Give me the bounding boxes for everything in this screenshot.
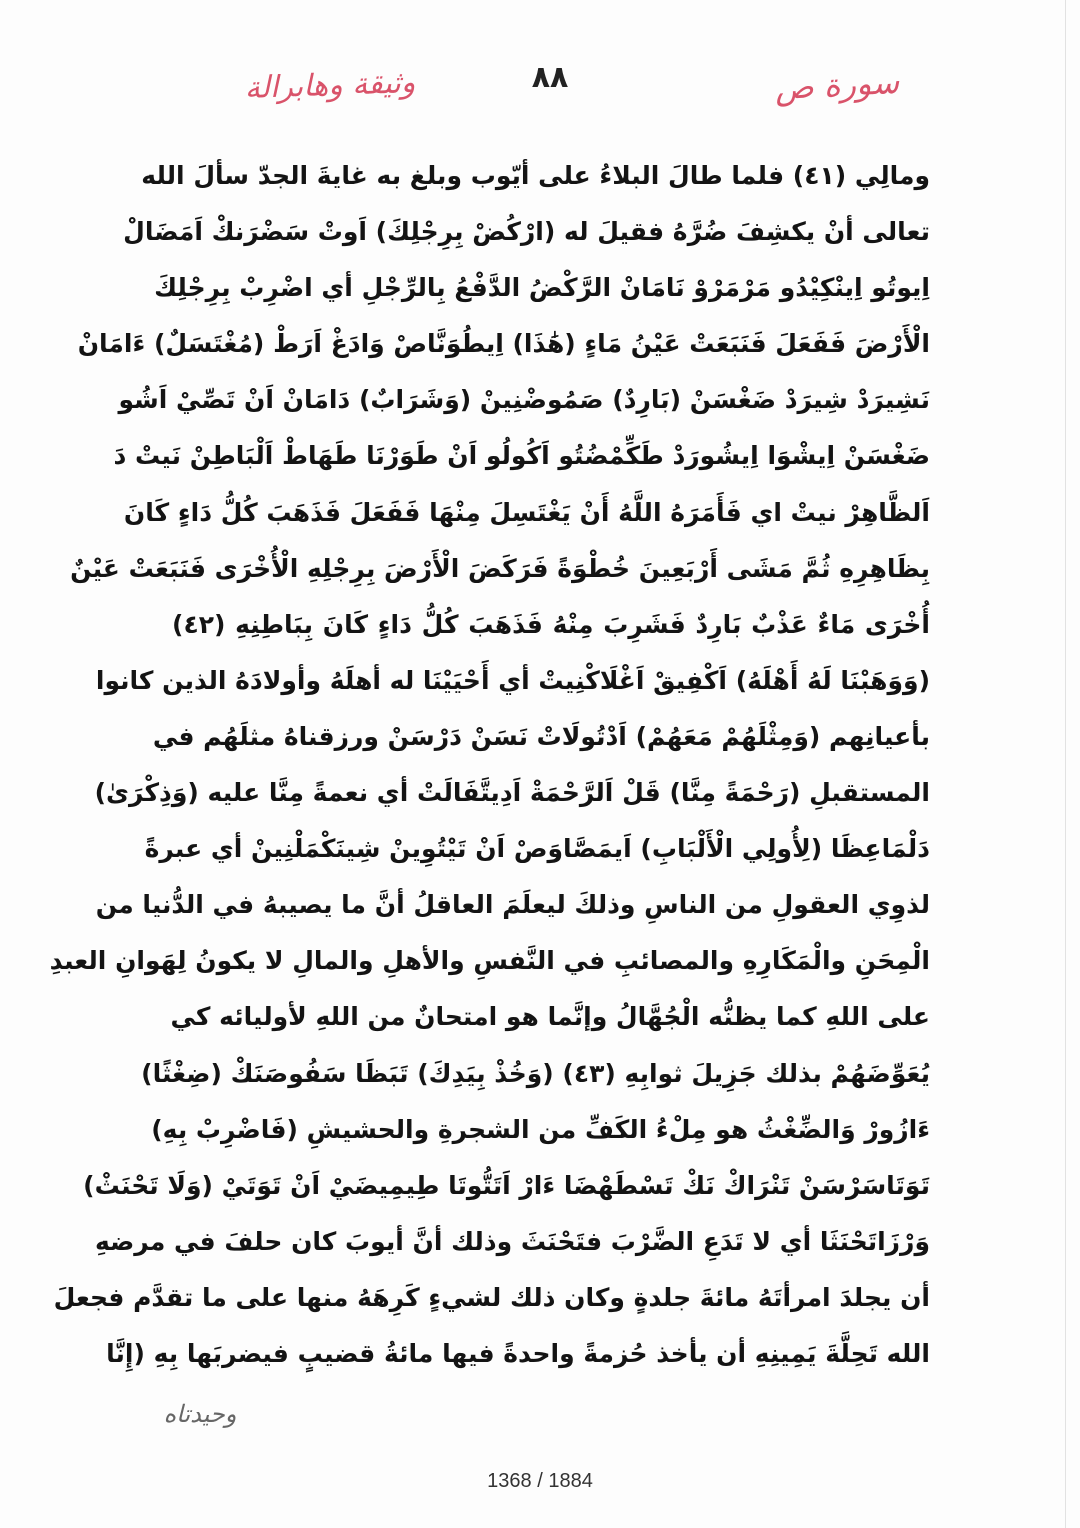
text-line: المستقبلِ (رَحْمَةً مِنَّا) قَلْ اَلرَّحْمَةْ اَدِيتَّفَالَتْ أي نعمةً مِنَّا عليه (وَذِكْرَىٰ) <box>94 778 930 808</box>
text-line: ومالِي (٤١) فلما طالَ البلاءُ على أيّوب وبلغ به غايةَ الجدّ سألَ الله <box>141 161 930 190</box>
text-line: أُخْرَى مَاءٌ عَذْبٌ بَارِدٌ فَشَرِبَ مِنْهُ فَذَهَبَ كُلُّ دَاءٍ كَانَ بِبَاطِنِهِ (٤٢) <box>172 609 930 639</box>
page-edge-line <box>1065 0 1066 1528</box>
text-line: (وَوَهَبْنَا لَهُ أَهْلَهُ) اَكْفِيقْ اَغْلَاكْنِيتْ أي أَحْيَيْنَا له أهلَهُ وأولادَهُ الذين كانوا <box>95 665 930 695</box>
text-line: اَلظَّاهِرْ نيتْ اي فَأَمَرَهُ اللَّهُ أَنْ يَغْتَسِلَ مِنْهَا فَفَعَلَ فَذَهَبَ كُلُّ دَاءٍ كَانَ <box>123 497 930 527</box>
text-line: على اللهِ كما يظنُّه الْجُهَّالُ وإنَّما هو امتحانٌ من اللهِ لأوليائه كي <box>170 1002 930 1032</box>
page-counter: 1368 / 1884 <box>487 1470 593 1492</box>
handwritten-annotation-left: وثيقة وهابرالة <box>244 65 416 106</box>
text-line: يُعَوِّضَهُمْ بذلك جَزِيلَ ثوابِهِ (٤٣) (وَخُذْ بِيَدِكَ) تَبَظَا سَفُوصَنَكْ (ضِغْثًا) <box>141 1058 930 1088</box>
text-line: بأعيانِهم (وَمِثْلَهُمْ مَعَهُمْ) اَدْتُولَاتْ نَسَنْ دَرْسَنْ ورزقناهُ مثلَهُم في <box>152 721 930 751</box>
text-line: أن يجلدَ امرأتَهُ مائةَ جلدةٍ وكان ذلك لشيءٍ كَرِهَهُ منها على ما تقدَّم فجعلَ <box>53 1282 930 1312</box>
text-line: الله تَحِلَّةَ يَمِينِهِ أن يأخذ حُزمةً واحدةً فيها مائةُ قضيبٍ فيضربَها بِهِ (إِنَّا <box>106 1338 930 1368</box>
text-line: الْمِحَنِ والْمَكَارِهِ والمصائبِ في النَّفسِ والأهلِ والمالِ لا يكونُ لِهَوانِ العبدِ <box>49 946 930 976</box>
handwritten-annotation-right: سورة ص <box>773 62 901 108</box>
body-text <box>49 148 930 1382</box>
text-line: دَلْمَاعِظَا (لِأُولِي الْأَلْبَابِ) اَيمَصَّاوَصْ اَنْ تَيْتُوِينْ شِينَكْمَلْنِينْ أي عبرةً <box>144 834 930 864</box>
text-line: بِظَاهِرِهِ ثُمَّ مَشَى أَرْبَعِينَ خُطْوَةً فَرَكَضَ الْأَرْضَ بِرِجْلِهِ الْأُخْرَى فَنَبَعَتْ عَيْنٌ <box>70 553 930 583</box>
handwritten-annotation-bottom: وحيدتاه <box>163 1400 237 1428</box>
text-line: تَوَتَاسَرْسَنْ تَنْرَاكْ نَكْ تَسْطَهْضَا ءَارْ اَتَتُّوتَا طِيمِيضَيْ اَنْ تَوَتَيْ (وَلَا تَحْنَثْ) <box>83 1170 930 1200</box>
text-line: نَشِيرَدْ شِيرَدْ ضَغْسَنْ (بَارِدٌ) صَمُوضْنِينْ (وَشَرَابٌ) دَامَانْ اَنْ تَصِّيْ اَشُو <box>118 385 930 415</box>
page-number: ٨٨ <box>531 60 569 95</box>
text-line: اِيوتُو اِينْكِيْدُو مَرْمَرْوْ نَامَانْ الرَّكْضُ الدَّفْعُ بِالرِّجْلِ أي اضْرِبْ بِرِجْلِكَ <box>154 273 930 303</box>
text-line: ضَغْسَنْ اِيشْوَا اِيشُورَدْ طَكِّمْضُتُو اَكُولُو اَنْ طَوَرْنَا طَهَاطْ اَلْبَاطِنْ نَيتْ دَ <box>113 441 930 471</box>
text-line: وَرْزَاتَحْنَثَا أي لا تَدَعِ الضَّرْبَ فتَحْنَثَ وذلك أنَّ أيوبَ كان حلفَ في مرضهِ <box>94 1226 930 1256</box>
text-line: ءَازُورْ وَالضِّغْثُ هو مِلْءُ الكَفِّ من الشجرةِ والحشيشِ (فَاضْرِبْ بِهِ) <box>151 1114 930 1144</box>
text-line: الْأَرْضَ فَفَعَلَ فَنَبَعَتْ عَيْنُ مَاءٍ (هَٰذَا) اِيطُوَنَّاصْ وَادَغْ اَرَطْ (مُغْتَسَلٌ) ءَامَانْ <box>77 329 930 359</box>
text-line: لذوِي العقولِ من الناسِ وذلكَ ليعلَمَ العاقلُ أنَّ ما يصيبهُ في الدُّنيا من <box>95 890 930 920</box>
text-line: تعالى أنْ يكشِفَ ضُرَّهُ فقيلَ له (ارْكُضْ بِرِجْلِكَ) اَوتْ سَضْرَنكْ اَمَضَالْ <box>123 217 930 247</box>
